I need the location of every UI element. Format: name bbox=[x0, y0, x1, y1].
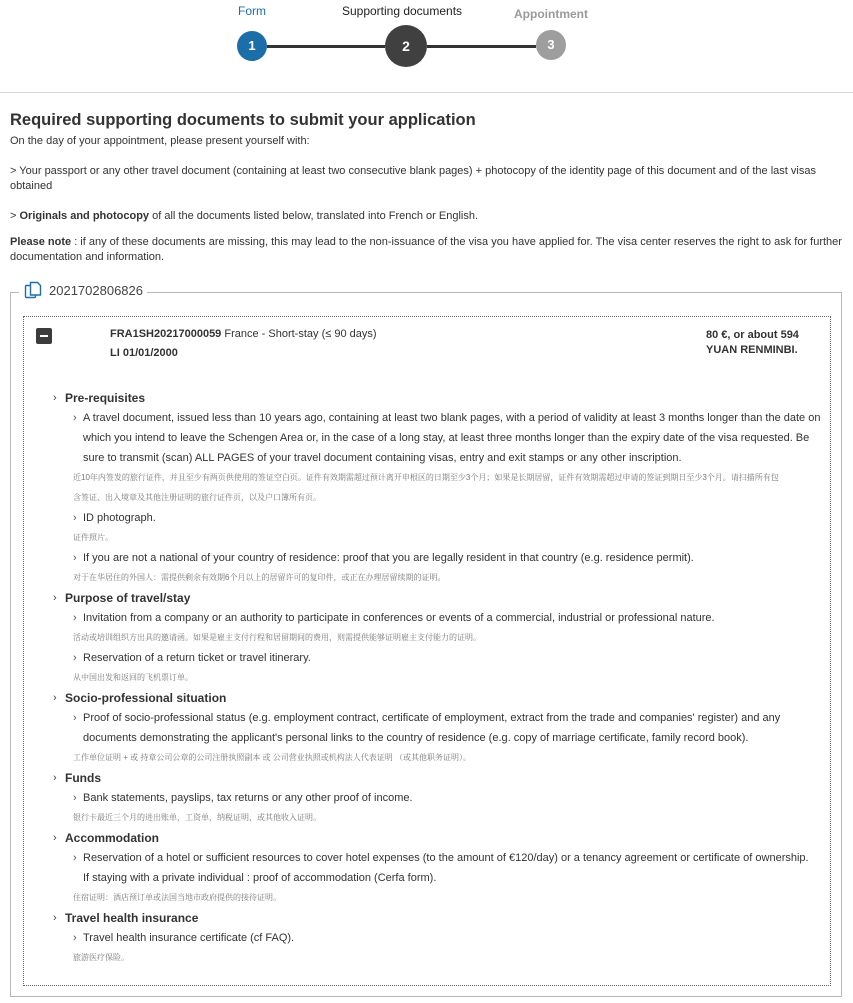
step-1-circle[interactable]: 1 bbox=[237, 31, 267, 61]
visa-fee: 80 €, or about 594 YUAN RENMINBI. bbox=[706, 329, 799, 356]
application-title bbox=[110, 328, 377, 340]
requirement-item bbox=[53, 408, 825, 468]
passport-requirement: > Your passport or any other travel document (containing at least two consecutive blank pages) + photocopy of the identity page of this document and of the last visas obtained bbox=[10, 165, 816, 192]
divider bbox=[0, 92, 853, 93]
step-2-circle: 2 bbox=[385, 25, 427, 67]
chevron-right-icon: › bbox=[53, 772, 57, 784]
chevron-right-icon: › bbox=[73, 852, 77, 864]
step-connector bbox=[427, 45, 536, 48]
progress-stepper bbox=[0, 0, 853, 92]
step-connector bbox=[267, 45, 385, 48]
requirement-text: sure to transmit (scan) ALL PAGES of your travel document containing visas, entry and exit stamps or any other inscription. bbox=[83, 452, 682, 464]
page-title: Required supporting documents to submit your application bbox=[10, 111, 476, 129]
requirement-text: Bank statements, payslips, tax returns or any other proof of income. bbox=[83, 792, 413, 804]
requirement-text: If staying with a private individual : proof of accommodation (Cerfa form). bbox=[83, 872, 437, 884]
requirement-translation: 旅游医疗保险。 bbox=[73, 953, 129, 962]
chevron-right-icon: › bbox=[73, 412, 77, 424]
requirement-text: Travel health insurance certificate (cf FAQ). bbox=[83, 932, 295, 944]
requirement-item bbox=[53, 708, 825, 748]
chevron-right-icon: › bbox=[53, 592, 57, 604]
requirement-translation: 住宿证明：酒店预订单或法国当地市政府提供的接待证明。 bbox=[73, 893, 281, 902]
requirement-text: which you intend to leave the Schengen Area or, in the case of a long stay, at least three months longer than the expiry date of the visa requested. Be bbox=[83, 432, 810, 444]
requirement-item bbox=[53, 848, 825, 888]
requirement-translation: 从中国出发和返回的飞机票订单。 bbox=[73, 673, 193, 682]
intro-section bbox=[10, 110, 846, 265]
application-group bbox=[10, 282, 842, 997]
please-note: Please note : if any of these documents are missing, this may lead to the non-issuance of the visa you have applied for. The visa center reserves the right to ask for further documentation and information. bbox=[10, 236, 842, 263]
documents-icon bbox=[23, 280, 43, 300]
category-socio-professional-situation[interactable] bbox=[53, 688, 825, 708]
requirement-translation: 对于在华居住的外国人：需提供剩余有效期6个月以上的居留许可的复印件，或正在办理居留续期的证明。 bbox=[73, 573, 446, 582]
group-number: 2021702806826 bbox=[49, 282, 143, 298]
requirement-translation: 近10年内签发的旅行证件，并且至少有两页供使用的签证空白页。证件有效期需超过预计离开申根区的日期至少3个月；如果是长期居留，证件有效期需超过申请的签证到期日至少3个月。请扫描所有包 bbox=[73, 473, 779, 482]
please-note-label: Please note bbox=[10, 236, 72, 248]
applicant-name: LI 01/01/2000 bbox=[110, 347, 178, 359]
category-pre-requisites[interactable] bbox=[53, 388, 825, 408]
requirement-translation: 活动或培训组织方出具的邀请函。如果是雇主支付行程和居留期间的费用，则需提供能够证明雇主支付能力的证明。 bbox=[73, 633, 481, 642]
requirement-text: Invitation from a company or an authority to participate in conferences or events of a commercial, industrial or professional nature. bbox=[83, 612, 715, 624]
requirement-item bbox=[53, 788, 825, 808]
chevron-right-icon: › bbox=[73, 712, 77, 724]
chevron-right-icon: › bbox=[53, 392, 57, 404]
category-label: Socio-professional situation bbox=[65, 691, 227, 705]
chevron-right-icon: › bbox=[73, 612, 77, 624]
category-accommodation[interactable] bbox=[53, 828, 825, 848]
chevron-right-icon: › bbox=[53, 912, 57, 924]
intro-line: On the day of your appointment, please present yourself with: bbox=[10, 135, 310, 147]
requirement-text: documents demonstrating the applicant's personal links to the country of residence (e.g. copy of marriage certificate, family record book). bbox=[83, 732, 749, 744]
chevron-right-icon: › bbox=[53, 692, 57, 704]
requirement-text: Proof of socio-professional status (e.g. employment contract, certificate of employment, extract from the trade and companies' register) and any bbox=[83, 712, 781, 724]
category-label: Purpose of travel/stay bbox=[65, 591, 191, 605]
category-label: Travel health insurance bbox=[65, 911, 199, 925]
category-funds[interactable] bbox=[53, 768, 825, 788]
step-label-form[interactable]: Form bbox=[238, 4, 266, 18]
chevron-right-icon: › bbox=[73, 932, 77, 944]
category-label: Funds bbox=[65, 771, 101, 785]
chevron-right-icon: › bbox=[73, 512, 77, 524]
group-legend bbox=[19, 280, 147, 300]
requirement-text: If you are not a national of your country of residence: proof that you are legally resident in that country (e.g. residence permit). bbox=[83, 552, 694, 564]
requirements-list bbox=[53, 388, 825, 968]
application-summary bbox=[110, 328, 377, 359]
category-label: Pre-requisites bbox=[65, 391, 146, 405]
requirement-item bbox=[53, 548, 825, 568]
originals-requirement: > Originals and photocopy of all the documents listed below, translated into French or English. bbox=[10, 210, 479, 222]
chevron-right-icon: › bbox=[73, 552, 77, 564]
chevron-right-icon: › bbox=[73, 792, 77, 804]
requirement-item bbox=[53, 648, 825, 668]
requirement-translation: 含签证、出入境章及其他注册证明的旅行证件页，以及户口簿所有页。 bbox=[73, 493, 321, 502]
step-label-appointment: Appointment bbox=[514, 7, 588, 21]
requirement-item bbox=[53, 508, 825, 528]
requirement-text: Reservation of a return ticket or travel itinerary. bbox=[83, 652, 311, 664]
requirement-item bbox=[53, 928, 825, 948]
chevron-right-icon: › bbox=[73, 652, 77, 664]
requirement-text: ID photograph. bbox=[83, 512, 156, 524]
application-card bbox=[23, 316, 831, 986]
category-travel-health-insurance[interactable] bbox=[53, 908, 825, 928]
category-purpose-of-travel-stay[interactable] bbox=[53, 588, 825, 608]
visa-type: France - Short-stay (≤ 90 days) bbox=[221, 328, 377, 340]
step-3-circle: 3 bbox=[536, 30, 566, 60]
requirement-text: A travel document, issued less than 10 years ago, containing at least two blank pages, with a period of validity at least 3 months longer than the date on bbox=[83, 412, 821, 424]
requirement-item bbox=[53, 608, 825, 628]
step-label-supporting-documents: Supporting documents bbox=[341, 4, 463, 18]
requirement-translation: 银行卡最近三个月的进出账单，工资单，纳税证明，或其他收入证明。 bbox=[73, 813, 321, 822]
originals-bold: Originals and photocopy bbox=[19, 210, 150, 222]
collapse-button[interactable] bbox=[36, 328, 52, 344]
category-label: Accommodation bbox=[65, 831, 160, 845]
requirement-text: Reservation of a hotel or sufficient resources to cover hotel expenses (to the amount of €120/day) or a tenancy agreement or certificate of ownership. bbox=[83, 852, 809, 864]
application-reference: FRA1SH20217000059 bbox=[110, 328, 222, 340]
chevron-right-icon: › bbox=[53, 832, 57, 844]
requirement-translation: 工作单位证明 + 或 持章公司公章的公司注册执照副本 或 公司营业执照或机构法人代表证明 （或其他职务证明）。 bbox=[73, 753, 472, 762]
requirement-translation: 证件照片。 bbox=[73, 533, 113, 542]
